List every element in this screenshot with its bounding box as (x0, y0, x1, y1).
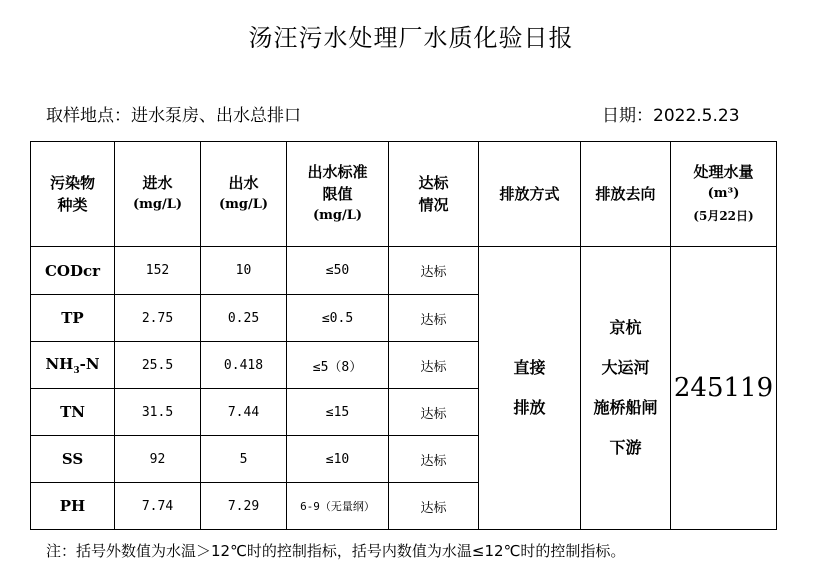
discharge-method-cell (479, 247, 581, 530)
header-inflow-label: 进水 (142, 174, 173, 192)
header-compliance-line1: 达标 (418, 174, 449, 192)
outflow-value: 7.44 (201, 389, 287, 436)
header-limit-line1: 出水标准 (307, 163, 368, 181)
header-inflow-unit: (mg/L) (132, 197, 183, 212)
limit-value: ≤0.5 (287, 295, 389, 342)
destination-line1: 京杭 (609, 318, 642, 337)
pollutant-name-main: NH (45, 354, 74, 373)
inflow-value: 92 (115, 436, 201, 483)
header-discharge-destination: 排放去向 (581, 142, 671, 247)
discharge-method-line1: 直接 (513, 358, 546, 377)
pollutant-name-subscript: 3 (73, 365, 80, 376)
destination-line2: 大运河 (601, 358, 650, 377)
limit-value: ≤10 (287, 436, 389, 483)
table-header-row (31, 142, 777, 247)
header-compliance (389, 142, 479, 247)
compliance-status: 达标 (389, 389, 479, 436)
header-pollutant-line2: 种类 (57, 196, 88, 214)
discharge-destination-cell (581, 247, 671, 530)
limit-value: ≤15 (287, 389, 389, 436)
sampling-location: 取样地点：进水泵房、出水总排口 (46, 106, 301, 126)
treated-volume-value: 245119 (671, 247, 777, 530)
header-pollutant-line1: 污染物 (49, 174, 95, 192)
compliance-status: 达标 (389, 483, 479, 530)
header-outflow (201, 142, 287, 247)
outflow-value: 0.25 (201, 295, 287, 342)
outflow-value: 7.29 (201, 483, 287, 530)
inflow-value: 152 (115, 247, 201, 295)
pollutant-name-tail: -N (79, 354, 100, 373)
inflow-value: 7.74 (115, 483, 201, 530)
header-volume-date: (5月22日) (693, 209, 754, 223)
report-date: 日期：2022.5.23 (602, 106, 740, 126)
water-quality-table (30, 141, 777, 530)
header-compliance-line2: 情况 (418, 196, 449, 214)
compliance-status: 达标 (389, 342, 479, 389)
header-volume (671, 142, 777, 247)
destination-line4: 下游 (609, 438, 642, 457)
compliance-status: 达标 (389, 295, 479, 342)
header-outflow-label: 出水 (228, 174, 259, 192)
compliance-status: 达标 (389, 436, 479, 483)
header-outflow-unit: (mg/L) (218, 197, 269, 212)
header-limit (287, 142, 389, 247)
header-inflow (115, 142, 201, 247)
pollutant-name: TP (31, 295, 115, 342)
inflow-value: 25.5 (115, 342, 201, 389)
outflow-value: 5 (201, 436, 287, 483)
destination-line3: 施桥船闸 (593, 398, 658, 417)
outflow-value: 0.418 (201, 342, 287, 389)
inflow-value: 2.75 (115, 295, 201, 342)
header-volume-unit: (m³) (707, 186, 740, 201)
limit-value: 6-9（无量纲） (287, 483, 389, 530)
header-volume-label: 处理水量 (693, 163, 754, 181)
pollutant-name: SS (31, 436, 115, 483)
table-row-codcr (31, 247, 777, 295)
pollutant-name: TN (31, 389, 115, 436)
pollutant-name: PH (31, 483, 115, 530)
header-limit-line2: 限值 (322, 185, 353, 203)
footnote: 注：括号外数值为水温＞12℃时的控制指标，括号内数值为水温≤12℃时的控制指标。 (46, 542, 626, 560)
pollutant-name: CODcr (31, 247, 115, 295)
limit-value: ≤5（8） (287, 342, 389, 389)
report-title: 汤汪污水处理厂水质化验日报 (248, 24, 574, 52)
header-limit-unit: (mg/L) (312, 208, 363, 223)
inflow-value: 31.5 (115, 389, 201, 436)
outflow-value: 10 (201, 247, 287, 295)
pollutant-name (31, 342, 115, 389)
limit-value: ≤50 (287, 247, 389, 295)
header-discharge-method: 排放方式 (479, 142, 581, 247)
discharge-method-line2: 排放 (513, 398, 546, 417)
compliance-status: 达标 (389, 247, 479, 295)
header-pollutant (31, 142, 115, 247)
